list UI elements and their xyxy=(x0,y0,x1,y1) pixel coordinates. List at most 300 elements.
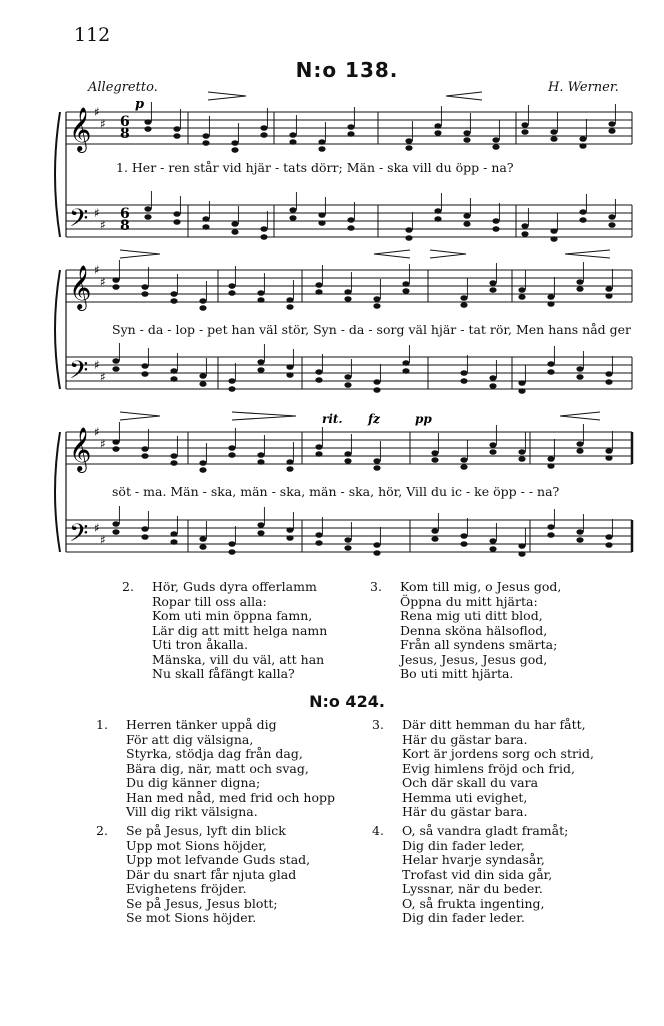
dynamic-rit: rit. xyxy=(322,412,343,426)
notehead xyxy=(228,445,235,451)
notehead xyxy=(112,358,119,364)
treble-clef: 𝄞 xyxy=(69,107,92,151)
notehead xyxy=(521,129,528,135)
notehead xyxy=(373,550,380,556)
notehead xyxy=(170,531,177,537)
notehead xyxy=(170,368,177,374)
verse-line: Se på Jesus, Jesus blott; xyxy=(126,895,278,911)
notehead xyxy=(434,216,441,222)
notehead xyxy=(521,223,528,229)
notehead xyxy=(489,375,496,381)
notehead xyxy=(257,290,264,296)
notehead xyxy=(170,453,177,459)
notehead xyxy=(347,217,354,223)
brace xyxy=(55,432,60,552)
notehead xyxy=(315,282,322,288)
notehead xyxy=(460,370,467,376)
notehead xyxy=(402,281,409,287)
crescendo-hairpin xyxy=(446,92,482,100)
bass-clef: 𝄢 xyxy=(69,519,89,554)
notehead xyxy=(344,458,351,464)
notehead xyxy=(550,228,557,234)
notehead xyxy=(492,218,499,224)
notehead xyxy=(170,298,177,304)
verse-line: Denna sköna hälsoflod, xyxy=(400,622,548,638)
notehead xyxy=(405,235,412,241)
notehead xyxy=(547,524,554,530)
notehead xyxy=(521,231,528,237)
notehead xyxy=(460,464,467,470)
notehead xyxy=(344,451,351,457)
verse-line: Jesus, Jesus, Jesus god, xyxy=(400,651,548,667)
verse-number: 1. xyxy=(96,717,108,732)
notehead xyxy=(402,288,409,294)
notehead xyxy=(463,221,470,227)
notehead xyxy=(173,219,180,225)
key-sharp: ♯ xyxy=(94,521,100,535)
notehead xyxy=(315,369,322,375)
notehead xyxy=(373,379,380,385)
notehead xyxy=(199,460,206,466)
verse-line: Här du gästar bara. xyxy=(402,731,528,747)
verse-line: Där ditt hemman du har fått, xyxy=(402,717,586,732)
notehead xyxy=(347,131,354,137)
notehead xyxy=(576,441,583,447)
verse-424-3 xyxy=(372,717,594,820)
notehead xyxy=(608,121,615,127)
notehead xyxy=(112,439,119,445)
notehead xyxy=(286,535,293,541)
verse-line: Mänska, vill du väl, att han xyxy=(152,651,325,667)
notehead xyxy=(257,459,264,465)
notehead xyxy=(576,529,583,535)
notehead xyxy=(518,287,525,293)
verse-line: Se på Jesus, lyft din blick xyxy=(126,823,286,838)
verse-line: Upp mot Sions höjder, xyxy=(126,837,267,853)
lyric-line-3: söt - ma. Män - ska, män - ska, män - ska, hör, Vill du ic - ke öpp - - na? xyxy=(112,484,560,499)
notehead xyxy=(460,541,467,547)
notehead xyxy=(344,537,351,543)
notehead xyxy=(257,522,264,528)
notehead xyxy=(141,371,148,377)
notehead xyxy=(170,460,177,466)
verse-number: 3. xyxy=(372,717,384,732)
dynamic-p: p xyxy=(135,97,145,112)
verse-138-3 xyxy=(370,579,562,682)
verse-line: Rena mig uti ditt blod, xyxy=(400,608,543,623)
notehead xyxy=(373,458,380,464)
notehead xyxy=(518,380,525,386)
notehead xyxy=(373,465,380,471)
lyric-line-2: Syn - da - lop - pet han väl stör, Syn - da - sorg väl hjär - tat rör, Men hans nåd ger xyxy=(112,322,631,337)
notehead xyxy=(199,467,206,473)
notehead xyxy=(289,132,296,138)
notehead xyxy=(431,457,438,463)
decrescendo-hairpin xyxy=(120,412,160,420)
bass-time-sig-top: 6 xyxy=(120,206,130,222)
notehead xyxy=(228,378,235,384)
notehead xyxy=(228,549,235,555)
notehead xyxy=(402,368,409,374)
page-number: 112 xyxy=(74,24,111,46)
verse-line: Här du gästar bara. xyxy=(402,804,528,819)
key-sharp: ♯ xyxy=(94,358,100,372)
notehead xyxy=(315,451,322,457)
notehead xyxy=(199,544,206,550)
notehead xyxy=(286,304,293,310)
verse-line: Se mot Sions höjder. xyxy=(126,910,257,925)
notehead xyxy=(202,224,209,230)
notehead xyxy=(576,448,583,454)
notehead xyxy=(315,444,322,450)
notehead xyxy=(344,374,351,380)
notehead xyxy=(547,294,554,300)
notehead xyxy=(257,367,264,373)
verse-line: Kom till mig, o Jesus god, xyxy=(400,579,562,594)
verse-line: Och där skall du vara xyxy=(402,775,539,790)
verse-line: Du dig känner digna; xyxy=(126,775,261,790)
notehead xyxy=(112,529,119,535)
notehead xyxy=(141,363,148,369)
notehead xyxy=(318,146,325,152)
notehead xyxy=(260,125,267,131)
notehead xyxy=(347,124,354,130)
bass-clef: 𝄢 xyxy=(69,204,89,239)
crescendo-hairpin xyxy=(565,250,610,258)
notehead xyxy=(460,295,467,301)
notehead xyxy=(547,301,554,307)
notehead xyxy=(228,283,235,289)
decrescendo-hairpin xyxy=(120,250,160,258)
verse-line: Bo uti mitt hjärta. xyxy=(400,666,514,681)
notehead xyxy=(579,217,586,223)
notehead xyxy=(170,291,177,297)
notehead xyxy=(260,234,267,240)
verse-line: För att dig välsigna, xyxy=(126,731,254,747)
notehead xyxy=(228,290,235,296)
notehead xyxy=(434,130,441,136)
notehead xyxy=(257,359,264,365)
notehead xyxy=(202,133,209,139)
notehead xyxy=(347,225,354,231)
notehead xyxy=(576,366,583,372)
lyric-line-1: 1. Her - ren står vid hjär - tats dörr; Män - ska vill du öpp - na? xyxy=(116,160,514,175)
notehead xyxy=(231,229,238,235)
notehead xyxy=(492,137,499,143)
key-sharp: ♯ xyxy=(100,533,106,547)
notehead xyxy=(228,386,235,392)
notehead xyxy=(434,208,441,214)
notehead xyxy=(373,542,380,548)
notehead xyxy=(547,456,554,462)
verse-line: Styrka, stödja dag från dag, xyxy=(126,746,303,761)
notehead xyxy=(518,449,525,455)
notehead xyxy=(608,214,615,220)
dynamic-pp: pp xyxy=(415,412,432,426)
notehead xyxy=(576,374,583,380)
decrescendo-hairpin xyxy=(232,412,296,420)
notehead xyxy=(344,382,351,388)
notehead xyxy=(286,459,293,465)
key-sharp: ♯ xyxy=(94,263,100,277)
notehead xyxy=(489,280,496,286)
notehead xyxy=(199,373,206,379)
verse-line: Ropar till oss alla: xyxy=(152,593,267,609)
notehead xyxy=(260,132,267,138)
notehead xyxy=(373,296,380,302)
verse-line: Dig din fader leder. xyxy=(402,910,525,925)
dynamic-fz: fz xyxy=(368,412,380,426)
notehead xyxy=(112,446,119,452)
notehead xyxy=(318,212,325,218)
verse-line: Lyssnar, när du beder. xyxy=(402,881,543,896)
notehead xyxy=(608,128,615,134)
verse-line: Hör, Guds dyra offerlamm xyxy=(152,579,317,594)
verse-line: Öppna du mitt hjärta: xyxy=(400,593,538,609)
notehead xyxy=(463,130,470,136)
notehead xyxy=(431,536,438,542)
notehead xyxy=(518,551,525,557)
notehead xyxy=(260,226,267,232)
verse-line: Bära dig, när, matt och svag, xyxy=(126,760,309,776)
notehead xyxy=(315,289,322,295)
notehead xyxy=(231,147,238,153)
notehead xyxy=(344,296,351,302)
notehead xyxy=(605,371,612,377)
time-sig-top: 6 xyxy=(120,114,130,130)
notehead xyxy=(605,534,612,540)
verse-line: Nu skall fåfängt kalla? xyxy=(152,666,295,681)
verse-number: 2. xyxy=(96,823,108,838)
verse-line: Kom uti min öppna famn, xyxy=(152,608,313,623)
notehead xyxy=(289,207,296,213)
notehead xyxy=(431,528,438,534)
verse-line: Där du snart får njuta glad xyxy=(126,866,297,882)
notehead xyxy=(431,450,438,456)
hymn-title: N:o 138. xyxy=(295,58,399,82)
notehead xyxy=(608,222,615,228)
notehead xyxy=(144,126,151,132)
notehead xyxy=(489,546,496,552)
key-sharp: ♯ xyxy=(100,370,106,384)
notehead xyxy=(489,442,496,448)
notehead xyxy=(202,216,209,222)
notehead xyxy=(518,543,525,549)
notehead xyxy=(460,533,467,539)
verse-line: Han med nåd, med frid och hopp xyxy=(126,789,335,805)
verse-line: Lär dig att mitt helga namn xyxy=(152,622,328,638)
notehead xyxy=(605,286,612,292)
verse-line: O, så frukta ingenting, xyxy=(402,895,545,911)
crescendo-hairpin xyxy=(560,412,600,420)
notehead xyxy=(173,133,180,139)
notehead xyxy=(489,449,496,455)
notehead xyxy=(373,303,380,309)
decrescendo-hairpin xyxy=(208,92,246,100)
composer: H. Werner. xyxy=(548,80,619,95)
notehead xyxy=(173,126,180,132)
notehead xyxy=(199,381,206,387)
bass-time-sig-bottom: 8 xyxy=(120,218,130,234)
notehead xyxy=(286,527,293,533)
notehead xyxy=(141,453,148,459)
key-sharp: ♯ xyxy=(100,275,106,289)
tempo-marking: Allegretto. xyxy=(88,80,158,95)
verse-number: 2. xyxy=(122,579,134,594)
notehead xyxy=(605,379,612,385)
notehead xyxy=(605,448,612,454)
notehead xyxy=(547,369,554,375)
notehead xyxy=(576,537,583,543)
notehead xyxy=(550,129,557,135)
notehead xyxy=(289,215,296,221)
key-sharp: ♯ xyxy=(100,117,106,131)
notehead xyxy=(231,221,238,227)
notehead xyxy=(112,366,119,372)
notehead xyxy=(141,284,148,290)
notehead xyxy=(231,140,238,146)
notehead xyxy=(257,530,264,536)
notehead xyxy=(579,143,586,149)
bass-clef: 𝄢 xyxy=(69,356,89,391)
notehead xyxy=(405,145,412,151)
notehead xyxy=(460,302,467,308)
key-sharp: ♯ xyxy=(100,437,106,451)
notehead xyxy=(460,457,467,463)
notehead xyxy=(286,297,293,303)
verse-number: 3. xyxy=(370,579,382,594)
crescendo-hairpin xyxy=(374,250,410,258)
notehead xyxy=(199,305,206,311)
notehead xyxy=(286,364,293,370)
notehead xyxy=(344,545,351,551)
notehead xyxy=(492,226,499,232)
notehead xyxy=(170,539,177,545)
verse-number: 4. xyxy=(372,823,384,838)
notehead xyxy=(547,532,554,538)
verse-line: Dig din fader leder, xyxy=(402,837,525,853)
notehead xyxy=(373,387,380,393)
notehead xyxy=(605,542,612,548)
notehead xyxy=(173,211,180,217)
notehead xyxy=(489,383,496,389)
notehead xyxy=(547,463,554,469)
notehead xyxy=(199,536,206,542)
notehead xyxy=(199,298,206,304)
verse-line: Uti tron åkalla. xyxy=(152,637,248,652)
notehead xyxy=(460,378,467,384)
notehead xyxy=(492,144,499,150)
notehead xyxy=(405,138,412,144)
verse-line: Hemma uti evighet, xyxy=(402,789,528,805)
notehead xyxy=(550,236,557,242)
notehead xyxy=(170,376,177,382)
notehead xyxy=(344,289,351,295)
verse-line: Kort är jordens sorg och strid, xyxy=(402,746,594,761)
notehead xyxy=(257,297,264,303)
notehead xyxy=(547,361,554,367)
notehead xyxy=(518,294,525,300)
key-sharp: ♯ xyxy=(94,425,100,439)
notehead xyxy=(228,452,235,458)
notehead xyxy=(315,540,322,546)
brace xyxy=(55,112,60,237)
verse-line: Evig himlens fröjd och frid, xyxy=(402,760,575,776)
verse-line: Vill dig rikt välsigna. xyxy=(126,804,258,819)
notehead xyxy=(202,140,209,146)
verse-138-2 xyxy=(122,579,328,682)
verse-line: Trofast vid din sida går, xyxy=(402,866,553,882)
decrescendo-hairpin xyxy=(430,250,466,258)
key-sharp: ♯ xyxy=(100,218,106,232)
key-sharp: ♯ xyxy=(94,206,100,220)
notehead xyxy=(286,372,293,378)
notehead xyxy=(579,136,586,142)
section-title: N:o 424. xyxy=(309,692,385,711)
verse-424-2 xyxy=(96,823,311,926)
notehead xyxy=(112,284,119,290)
notehead xyxy=(112,277,119,283)
notehead xyxy=(518,388,525,394)
verse-line: Evighetens fröjder. xyxy=(126,881,247,896)
notehead xyxy=(518,456,525,462)
verse-line: Helar hvarje syndasår, xyxy=(402,852,545,867)
notehead xyxy=(318,220,325,226)
notehead xyxy=(576,279,583,285)
notehead xyxy=(550,136,557,142)
treble-clef: 𝄞 xyxy=(69,265,92,309)
notehead xyxy=(576,286,583,292)
notehead xyxy=(289,139,296,145)
verse-line: Herren tänker uppå dig xyxy=(126,717,277,732)
notehead xyxy=(286,466,293,472)
verse-424-1 xyxy=(96,717,335,820)
key-sharp: ♯ xyxy=(94,105,100,119)
notehead xyxy=(318,139,325,145)
notehead xyxy=(141,526,148,532)
verse-424-4 xyxy=(372,823,569,926)
notehead xyxy=(141,534,148,540)
notehead xyxy=(144,119,151,125)
notehead xyxy=(579,209,586,215)
notehead xyxy=(605,455,612,461)
notehead xyxy=(463,213,470,219)
notehead xyxy=(315,532,322,538)
treble-clef: 𝄞 xyxy=(69,427,92,471)
notehead xyxy=(112,521,119,527)
notehead xyxy=(144,206,151,212)
verse-line: Upp mot lefvande Guds stad, xyxy=(126,852,311,867)
notehead xyxy=(144,214,151,220)
notehead xyxy=(405,227,412,233)
notehead xyxy=(605,293,612,299)
notehead xyxy=(489,538,496,544)
notehead xyxy=(489,287,496,293)
notehead xyxy=(402,360,409,366)
brace xyxy=(55,270,60,389)
notehead xyxy=(141,291,148,297)
time-sig-bottom: 8 xyxy=(120,126,130,142)
notehead xyxy=(434,123,441,129)
notehead xyxy=(521,122,528,128)
notehead xyxy=(228,541,235,547)
notehead xyxy=(141,446,148,452)
notehead xyxy=(315,377,322,383)
verse-line: Från all syndens smärta; xyxy=(400,637,558,652)
notehead xyxy=(257,452,264,458)
verse-line: O, så vandra gladt framåt; xyxy=(402,823,569,838)
notehead xyxy=(463,137,470,143)
